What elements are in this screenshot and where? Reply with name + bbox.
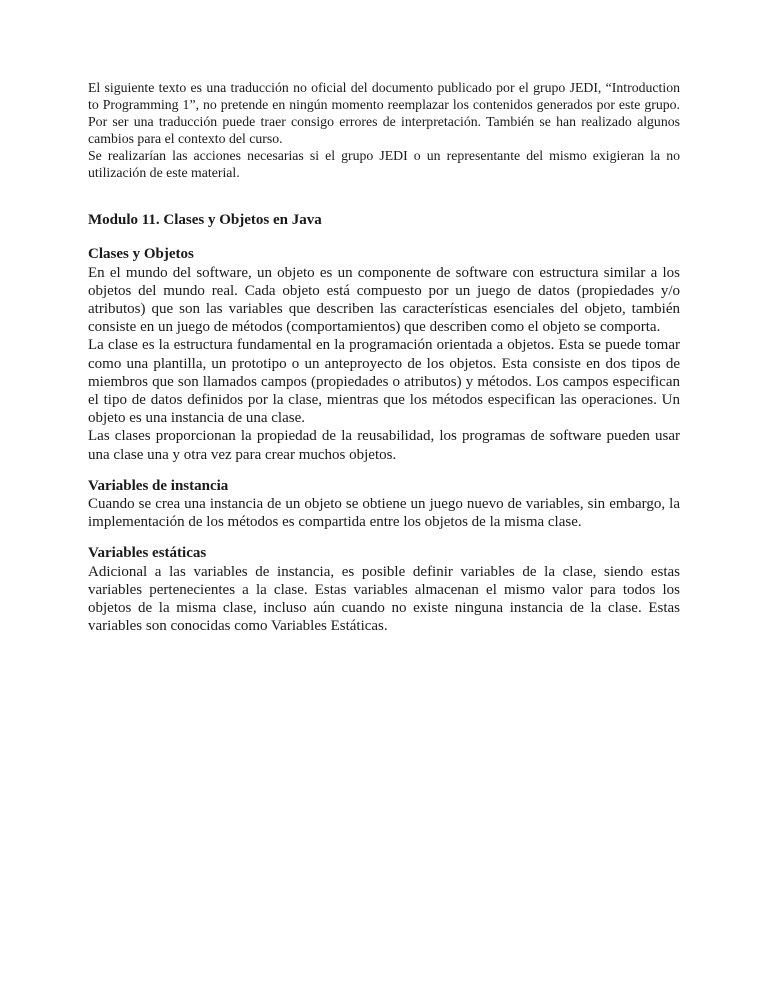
- disclaimer-paragraph-1: El siguiente texto es una traducción no oficial del documento publicado por el grupo JEDI, “Introduction to Programming 1”, no pretende en ningún momento reemplazar los contenidos generados por este grupo. Por ser una traducción puede traer consigo errores de interpretación. También se han realizado algunos cambios para el contexto del curso.: [88, 80, 680, 146]
- section-clases-y-objetos: [88, 245, 680, 463]
- section-heading-clases-y-objetos: Clases y Objetos: [88, 246, 194, 263]
- disclaimer-paragraph-2: Se realizarían las acciones necesarias si el grupo JEDI o un representante del mismo exigieran la no utilización de este material.: [88, 147, 680, 180]
- disclaimer-block: [88, 80, 680, 181]
- body-paragraph: Las clases proporcionan la propiedad de la reusabilidad, los programas de software pueden usar una clase una y otra vez para crear muchos objetos.: [88, 428, 680, 463]
- body-paragraph: En el mundo del software, un objeto es un componente de software con estructura similar a los objetos del mundo real. Cada objeto está compuesto por un juego de datos (propiedades y/o atributos) que son las variables que describen las características esenciales del objeto, también consiste en un juego de métodos (comportamientos) que describen como el objeto se comporta.: [88, 264, 680, 336]
- body-paragraph: Adicional a las variables de instancia, es posible definir variables de la clase, siendo estas variables pertenecientes a la clase. Estas variables almacenan el mismo valor para todos los objetos de la misma clase, incluso aún cuando no existe ninguna instancia de la clase. Estas variables son conocidas como Variables Estáticas.: [88, 563, 680, 635]
- section-heading-variables-de-instancia: Variables de instancia: [88, 477, 229, 494]
- body-paragraph: La clase es la estructura fundamental en la programación orientada a objetos. Esta se puede tomar como una plantilla, un prototipo o un anteproyecto de los objetos. Esta consiste en dos tipos de miembros que son llamados campos (propiedades o atributos) y métodos. Los campos especifican el tipo de datos definidos por la clase, mientras que los métodos especifican las operaciones. Un objeto es una instancia de una clase.: [88, 337, 680, 427]
- section-heading-variables-estaticas: Variables estáticas: [88, 545, 207, 562]
- section-variables-de-instancia: [88, 477, 680, 532]
- body-paragraph: Cuando se crea una instancia de un objeto se obtiene un juego nuevo de variables, sin embargo, la implementación de los métodos es compartida entre los objetos de la misma clase.: [88, 496, 680, 531]
- section-variables-estaticas: [88, 544, 680, 635]
- module-title: Modulo 11. Clases y Objetos en Java: [88, 212, 322, 229]
